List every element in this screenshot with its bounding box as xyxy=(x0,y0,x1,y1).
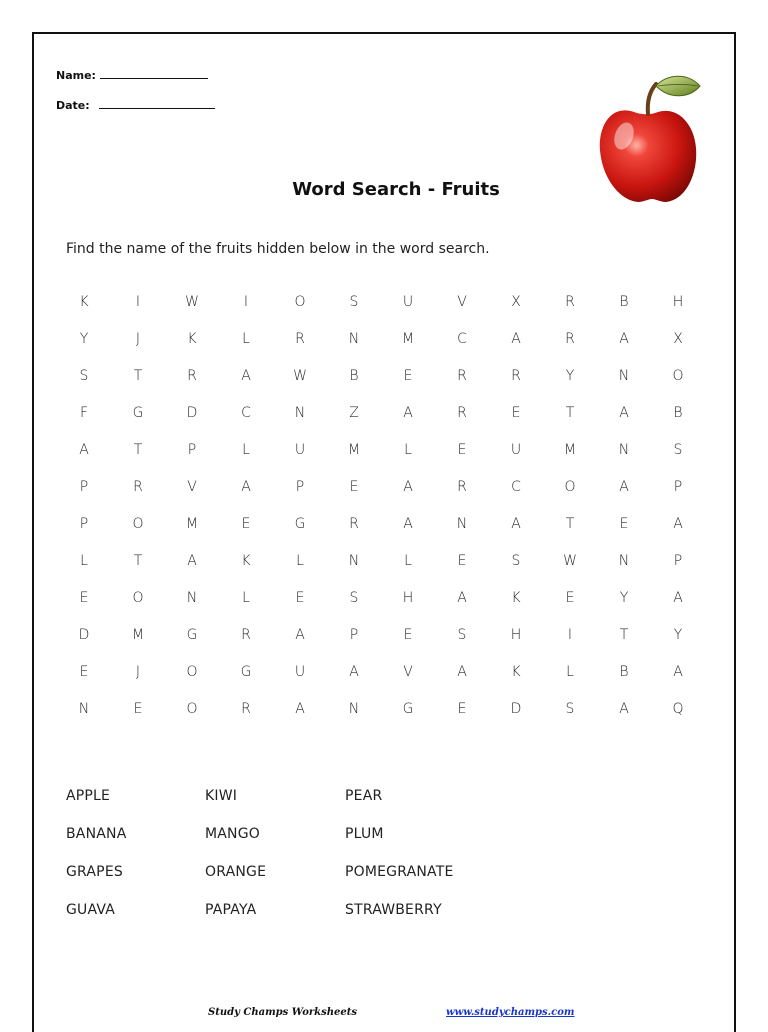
grid-letter[interactable]: O xyxy=(672,368,684,384)
grid-letter[interactable]: C xyxy=(457,331,467,347)
grid-letter[interactable]: N xyxy=(456,516,468,532)
grid-letter[interactable]: L xyxy=(566,664,574,680)
name-field[interactable] xyxy=(56,67,208,82)
grid-letter[interactable]: A xyxy=(619,701,629,717)
footer-brand: Study Champs Worksheets xyxy=(208,1007,357,1018)
grid-letter[interactable]: O xyxy=(564,479,576,495)
word-bank xyxy=(66,786,516,938)
grid-letter[interactable]: K xyxy=(511,664,521,680)
word-bank-item: PAPAYA xyxy=(205,902,257,918)
grid-letter[interactable]: E xyxy=(619,516,629,532)
grid-letter[interactable]: R xyxy=(133,479,143,495)
grid-letter[interactable]: N xyxy=(348,701,360,717)
grid-letter[interactable]: Y xyxy=(79,331,89,347)
grid-letter[interactable]: A xyxy=(241,479,251,495)
grid-letter[interactable]: L xyxy=(242,442,250,458)
grid-letter[interactable]: U xyxy=(294,664,306,680)
grid-letter[interactable]: O xyxy=(186,664,198,680)
word-bank-item: GUAVA xyxy=(66,902,116,918)
grid-letter[interactable]: H xyxy=(672,294,684,310)
worksheet-title: Word Search - Fruits xyxy=(292,179,500,200)
footer-website-link[interactable]: www.studychamps.com xyxy=(446,1007,575,1018)
grid-letter[interactable]: W xyxy=(293,368,307,384)
grid-letter[interactable]: R xyxy=(241,701,251,717)
grid-letter[interactable]: R xyxy=(457,368,467,384)
grid-letter[interactable]: N xyxy=(618,553,630,569)
grid-letter[interactable]: A xyxy=(619,479,629,495)
grid-letter[interactable]: I xyxy=(243,294,249,310)
grid-letter[interactable]: N xyxy=(78,701,90,717)
grid-letter[interactable]: R xyxy=(349,516,359,532)
grid-letter[interactable]: J xyxy=(135,664,141,680)
grid-letter[interactable]: P xyxy=(295,479,305,495)
grid-letter[interactable]: E xyxy=(79,590,89,606)
grid-letter[interactable]: B xyxy=(673,405,683,421)
grid-letter[interactable]: A xyxy=(403,516,413,532)
grid-letter[interactable]: E xyxy=(457,442,467,458)
apple-leaf xyxy=(656,76,700,96)
grid-letter[interactable]: U xyxy=(510,442,522,458)
grid-letter[interactable]: M xyxy=(185,516,199,532)
grid-letter[interactable]: G xyxy=(186,627,198,643)
grid-letter[interactable]: H xyxy=(402,590,414,606)
grid-letter[interactable]: B xyxy=(619,294,629,310)
grid-letter[interactable]: A xyxy=(295,627,305,643)
word-bank-item: STRAWBERRY xyxy=(345,902,442,918)
grid-letter[interactable]: P xyxy=(187,442,197,458)
grid-letter[interactable]: V xyxy=(403,664,413,680)
grid-letter[interactable]: X xyxy=(511,294,521,310)
grid-letter[interactable]: R xyxy=(457,479,467,495)
grid-letter[interactable]: G xyxy=(402,701,414,717)
grid-letter[interactable]: C xyxy=(511,479,521,495)
grid-letter[interactable]: A xyxy=(79,442,89,458)
grid-letter[interactable]: T xyxy=(565,405,575,421)
grid-letter[interactable]: X xyxy=(673,331,683,347)
word-bank-item: ORANGE xyxy=(205,864,267,880)
grid-letter[interactable]: A xyxy=(619,331,629,347)
grid-letter[interactable]: N xyxy=(348,331,360,347)
grid-letter[interactable]: L xyxy=(80,553,88,569)
grid-letter[interactable]: I xyxy=(135,294,141,310)
grid-letter[interactable]: S xyxy=(79,368,89,384)
grid-letter[interactable]: E xyxy=(565,590,575,606)
grid-letter[interactable]: T xyxy=(565,516,575,532)
word-bank-item: APPLE xyxy=(66,788,111,804)
grid-letter[interactable]: S xyxy=(565,701,575,717)
grid-letter[interactable]: W xyxy=(563,553,577,569)
grid-letter[interactable]: F xyxy=(79,405,89,421)
grid-letter[interactable]: A xyxy=(349,664,359,680)
grid-letter[interactable]: L xyxy=(404,442,412,458)
worksheet-page xyxy=(32,32,736,1032)
grid-letter[interactable]: T xyxy=(133,442,143,458)
grid-letter[interactable]: R xyxy=(187,368,197,384)
grid-letter[interactable]: R xyxy=(457,405,467,421)
grid-letter[interactable]: O xyxy=(186,701,198,717)
grid-letter[interactable]: L xyxy=(242,590,250,606)
grid-letter[interactable]: A xyxy=(241,368,251,384)
grid-letter[interactable]: N xyxy=(294,405,306,421)
grid-letter[interactable]: S xyxy=(673,442,683,458)
grid-letter[interactable]: E xyxy=(79,664,89,680)
grid-letter[interactable]: C xyxy=(241,405,251,421)
grid-letter[interactable]: E xyxy=(241,516,251,532)
grid-letter[interactable]: K xyxy=(79,294,89,310)
grid-letter[interactable]: I xyxy=(567,627,573,643)
grid-letter[interactable]: W xyxy=(185,294,199,310)
grid-letter[interactable]: M xyxy=(401,331,415,347)
grid-letter[interactable]: A xyxy=(619,405,629,421)
grid-letter[interactable]: E xyxy=(457,553,467,569)
grid-letter[interactable]: O xyxy=(132,590,144,606)
grid-letter[interactable]: R xyxy=(241,627,251,643)
grid-letter[interactable]: A xyxy=(511,516,521,532)
grid-letter[interactable]: M xyxy=(563,442,577,458)
grid-letter[interactable]: Q xyxy=(672,701,684,717)
instructions-text: Find the name of the fruits hidden below in the word search. xyxy=(66,241,490,257)
grid-letter[interactable]: H xyxy=(510,627,522,643)
grid-letter[interactable]: E xyxy=(511,405,521,421)
grid-letter[interactable]: A xyxy=(511,331,521,347)
grid-letter[interactable]: P xyxy=(79,516,89,532)
grid-letter[interactable]: A xyxy=(673,516,683,532)
grid-letter[interactable]: B xyxy=(619,664,629,680)
grid-letter[interactable]: S xyxy=(457,627,467,643)
word-bank-item: PEAR xyxy=(345,788,383,804)
grid-letter[interactable]: D xyxy=(510,701,522,717)
date-label: Date: xyxy=(56,99,90,112)
grid-letter[interactable]: K xyxy=(241,553,251,569)
grid-letter[interactable]: A xyxy=(673,664,683,680)
grid-letter[interactable]: A xyxy=(673,590,683,606)
grid-letter[interactable]: A xyxy=(457,590,467,606)
grid-letter[interactable]: T xyxy=(133,553,143,569)
grid-letter[interactable]: Y xyxy=(619,590,629,606)
grid-letter[interactable]: V xyxy=(187,479,197,495)
name-blank-line[interactable] xyxy=(100,67,208,79)
grid-letter[interactable]: M xyxy=(131,627,145,643)
grid-letter[interactable]: E xyxy=(457,701,467,717)
grid-letter[interactable]: L xyxy=(404,553,412,569)
grid-letter[interactable]: A xyxy=(187,553,197,569)
date-blank-line[interactable] xyxy=(99,97,215,109)
grid-letter[interactable]: Y xyxy=(673,627,683,643)
word-bank-item: POMEGRANATE xyxy=(345,864,454,880)
grid-letter[interactable]: G xyxy=(240,664,252,680)
grid-letter[interactable]: U xyxy=(402,294,414,310)
grid-letter[interactable]: K xyxy=(187,331,197,347)
grid-letter[interactable]: A xyxy=(295,701,305,717)
grid-letter[interactable]: N xyxy=(618,368,630,384)
apple-stem xyxy=(648,84,656,114)
grid-letter[interactable]: E xyxy=(133,701,143,717)
grid-letter[interactable]: T xyxy=(619,627,629,643)
grid-letter[interactable]: B xyxy=(349,368,359,384)
grid-letter[interactable]: P xyxy=(673,553,683,569)
grid-letter[interactable]: O xyxy=(294,294,306,310)
grid-letter[interactable]: O xyxy=(132,516,144,532)
grid-letter[interactable]: U xyxy=(294,442,306,458)
grid-letter[interactable]: D xyxy=(186,405,198,421)
grid-letter[interactable]: S xyxy=(349,590,359,606)
grid-letter[interactable]: R xyxy=(511,368,521,384)
grid-letter[interactable]: R xyxy=(565,331,575,347)
grid-letter[interactable]: A xyxy=(457,664,467,680)
grid-letter[interactable]: E xyxy=(403,627,413,643)
grid-letter[interactable]: E xyxy=(295,590,305,606)
grid-letter[interactable]: R xyxy=(295,331,305,347)
grid-letter[interactable]: N xyxy=(618,442,630,458)
grid-letter[interactable]: T xyxy=(133,368,143,384)
grid-letter[interactable]: S xyxy=(349,294,359,310)
grid-letter[interactable]: D xyxy=(78,627,90,643)
grid-letter[interactable]: N xyxy=(186,590,198,606)
grid-letter[interactable]: Y xyxy=(565,368,575,384)
grid-letter[interactable]: E xyxy=(403,368,413,384)
grid-letter[interactable]: P xyxy=(673,479,683,495)
grid-letter[interactable]: P xyxy=(349,627,359,643)
date-field[interactable] xyxy=(56,97,215,112)
word-bank-item: GRAPES xyxy=(66,864,123,880)
grid-letter[interactable]: L xyxy=(296,553,304,569)
grid-letter[interactable]: A xyxy=(403,479,413,495)
grid-letter[interactable]: K xyxy=(511,590,521,606)
grid-letter[interactable]: J xyxy=(135,331,141,347)
word-bank-item: BANANA xyxy=(66,826,127,842)
grid-letter[interactable]: R xyxy=(565,294,575,310)
grid-letter[interactable]: Z xyxy=(349,405,359,421)
grid-letter[interactable]: M xyxy=(347,442,361,458)
grid-letter[interactable]: V xyxy=(457,294,467,310)
grid-letter[interactable]: P xyxy=(79,479,89,495)
word-bank-item: PLUM xyxy=(345,826,384,842)
grid-letter[interactable]: L xyxy=(242,331,250,347)
grid-letter[interactable]: N xyxy=(348,553,360,569)
grid-letter[interactable]: S xyxy=(511,553,521,569)
grid-letter[interactable]: E xyxy=(349,479,359,495)
word-search-grid[interactable] xyxy=(57,292,705,736)
word-bank-item: MANGO xyxy=(205,826,260,842)
grid-letter[interactable]: G xyxy=(294,516,306,532)
name-label: Name: xyxy=(56,69,96,82)
grid-letter[interactable]: A xyxy=(403,405,413,421)
word-bank-item: KIWI xyxy=(205,788,238,804)
grid-letter[interactable]: G xyxy=(132,405,144,421)
